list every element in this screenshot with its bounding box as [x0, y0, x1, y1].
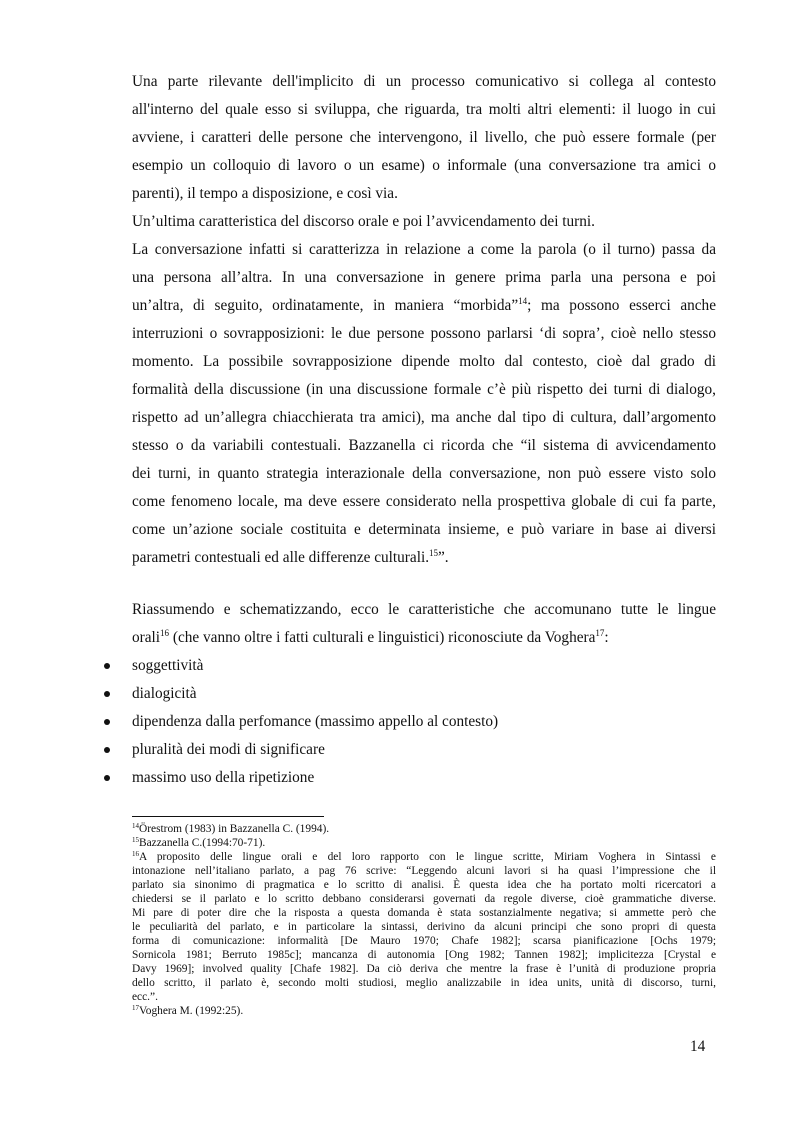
- bullet-icon: [104, 747, 110, 753]
- text-line: stesso o da variabili contestuali. Bazzanella ci ricorda che “il sistema di avvicendamento: [132, 437, 716, 454]
- text-line: [132, 296, 716, 316]
- text-line: avviene, i caratteri delle persone che intervengono, il livello, che può essere formale (per: [132, 129, 716, 146]
- text-line: momento. La possibile sovrapposizione dipende molto dal contesto, cioè dal grado di: [132, 353, 716, 370]
- text-line: dei turni, in quanto strategia interazionale della conversazione, non può essere visto solo: [132, 465, 716, 482]
- footnote-15: [132, 836, 716, 850]
- footnote-divider: [132, 816, 324, 817]
- footnote-number: 15: [132, 836, 139, 844]
- text-line: come un’azione sociale costituita e determinata insieme, e può variare in base ai diversi: [132, 521, 716, 538]
- list-item-text: massimo uso della ripetizione: [132, 769, 315, 786]
- footnote-17: [132, 1004, 716, 1018]
- footnote-ref-15[interactable]: 15: [429, 548, 439, 558]
- footnote-number: 16: [132, 850, 139, 858]
- text-segment: ; ma possono esserci anche: [527, 297, 716, 314]
- footnote-line: Davy 1969]; involved quality [Chafe 1982]. Da ciò deriva che mentre la frase è l’unità di produzione propria: [132, 963, 716, 975]
- page-number: 14: [690, 1038, 706, 1055]
- list-item-text: dialogicità: [132, 685, 197, 702]
- text-line: Una parte rilevante dell'implicito di un processo comunicativo si collega al contesto: [132, 73, 716, 90]
- footnote-ref-16[interactable]: 16: [160, 628, 170, 638]
- text-line: formalità della discussione (in una discussione formale c’è più rispetto dei turni di dialogo,: [132, 381, 716, 398]
- bullet-icon: [104, 691, 110, 697]
- footnote-14: [132, 822, 716, 836]
- footnote-line: parlato sia sinonimo di pragmatica e lo scritto di analisi. È questa idea che ha portato molti ricercatori a: [132, 879, 716, 891]
- text-segment: (che vanno oltre i fatti culturali e linguistici) riconosciute da Voghera: [169, 629, 596, 646]
- footnote-line: ecc.”.: [132, 991, 158, 1003]
- footnote-number: 17: [132, 1004, 139, 1012]
- footnote-ref-14[interactable]: 14: [518, 296, 528, 306]
- footnote-line: Mi pare di poter dire che la risposta a questa domanda è stata sostanzialmente negativa; si ammette però che: [132, 907, 716, 919]
- text-segment: parametri contestuali ed alle differenze culturali.: [132, 549, 430, 566]
- footnote-text: Bazzanella C.(1994:70-71).: [139, 837, 266, 849]
- footnote-line: dello scritto, il parlato è, secondo molti studiosi, meglio analizzabile in idea units, unità di discorso, turni,: [132, 977, 716, 989]
- bullet-icon: [104, 775, 110, 781]
- list-item-text: pluralità dei modi di significare: [132, 741, 325, 758]
- text-line: interruzioni o sovrapposizioni: le due persone possono parlarsi ‘di sopra’, cioè nello stesso: [132, 325, 716, 342]
- footnote-text: A proposito delle lingue orali e del loro rapporto con le lingue scritte, Miriam Voghera in Sintassi e: [139, 851, 716, 863]
- footnote-16: [132, 850, 716, 864]
- footnote-number: 14: [132, 822, 139, 830]
- text-line: all'interno del quale esso si sviluppa, che riguarda, tra molti altri elementi: il luogo in cui: [132, 101, 716, 118]
- list-item-text: soggettività: [132, 657, 204, 674]
- list-item-text: dipendenza dalla perfomance (massimo appello al contesto): [132, 713, 499, 730]
- footnote-line: forma di comunicazione: informalità [De Mauro 1970; Chafe 1982]; scarsa pianificazione [Ochs 1979;: [132, 935, 716, 947]
- text-segment: orali: [132, 629, 161, 646]
- text-line: Un’ultima caratteristica del discorso orale e poi l’avvicendamento dei turni.: [132, 213, 595, 230]
- footnote-line: intonazione nell’italiano parlato, a pag 76 scrive: “Leggendo alcuni lavori si ha quasi l’impressione che il: [132, 865, 716, 877]
- text-segment: ”.: [438, 549, 449, 566]
- text-line: rispetto ad un’allegra chiacchierata tra amici), ma anche dal tipo di cultura, dall’argomento: [132, 409, 716, 426]
- footnote-line: le peculiarità del parlato, e in particolare la sintassi, derivino da alcuni principi che sono propri di questa: [132, 921, 716, 933]
- footnote-text: Voghera M. (1992:25).: [139, 1005, 244, 1017]
- text-line: come fenomeno locale, ma deve essere considerato nella prospettiva globale di cui fa parte,: [132, 493, 716, 510]
- text-line: [132, 548, 716, 568]
- footnote-line: chiedersi se il parlato e lo scritto debbano considerarsi governati da regole diverse, cioè grammatiche diverse.: [132, 893, 716, 905]
- text-line: una persona all’altra. In una conversazione in genere prima parla una persona e poi: [132, 269, 716, 286]
- text-line: La conversazione infatti si caratterizza in relazione a come la parola (o il turno) passa da: [132, 241, 716, 258]
- text-line: esempio un colloquio di lavoro o un esame) o informale (una conversazione tra amici o: [132, 157, 716, 174]
- text-segment: un’altra, di seguito, ordinatamente, in maniera “morbida”: [132, 297, 519, 314]
- footnote-text: Örestrom (1983) in Bazzanella C. (1994).: [139, 823, 330, 835]
- bullet-icon: [104, 719, 110, 725]
- text-line: [132, 628, 716, 648]
- text-segment: :: [604, 629, 609, 646]
- text-line: Riassumendo e schematizzando, ecco le caratteristiche che accomunano tutte le lingue: [132, 601, 716, 618]
- footnote-ref-17[interactable]: 17: [595, 628, 605, 638]
- text-line: parenti), il tempo a disposizione, e così via.: [132, 185, 398, 202]
- bullet-icon: [104, 663, 110, 669]
- footnote-line: Sornicola 1981; Berruto 1985c]; mancanza di autonomia [Ong 1982; Tannen 1982]; implicitezza [Crystal e: [132, 949, 716, 961]
